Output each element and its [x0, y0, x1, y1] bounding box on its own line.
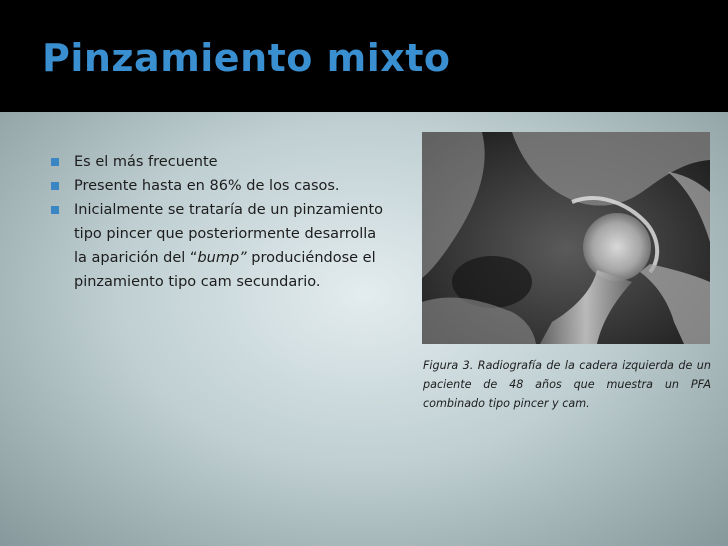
- hip-radiograph-image: [422, 132, 710, 344]
- bullet-item: [48, 198, 393, 294]
- bullet-text: Presente hasta en 86% de los casos.: [74, 178, 340, 194]
- square-bullet-icon: [51, 182, 59, 190]
- bullet-item: [48, 150, 393, 174]
- square-bullet-icon: [51, 206, 59, 214]
- square-bullet-icon: [51, 158, 59, 166]
- hip-radiograph-drawing: [422, 132, 710, 344]
- slide-content: [0, 112, 728, 546]
- slide-title: Pinzamiento mixto: [42, 36, 451, 80]
- bullet-text-before: Inicialmente se trataría de un pinzamiento tipo pincer que posteriormente desarrolla la aparición del “: [74, 202, 383, 266]
- figure-caption: Figura 3. Radiografía de la cadera izquierda de un paciente de 48 años que muestra un PFA combinado tipo pincer y cam.: [423, 359, 711, 410]
- bullet-text-emphasis: bump”: [197, 250, 247, 266]
- title-band: [0, 0, 728, 112]
- bullet-item: [48, 174, 393, 198]
- bullet-text-after: produciéndose el pinzamiento tipo cam secundario.: [74, 250, 376, 290]
- bullet-list: [48, 150, 393, 294]
- bullet-text: Es el más frecuente: [74, 154, 218, 170]
